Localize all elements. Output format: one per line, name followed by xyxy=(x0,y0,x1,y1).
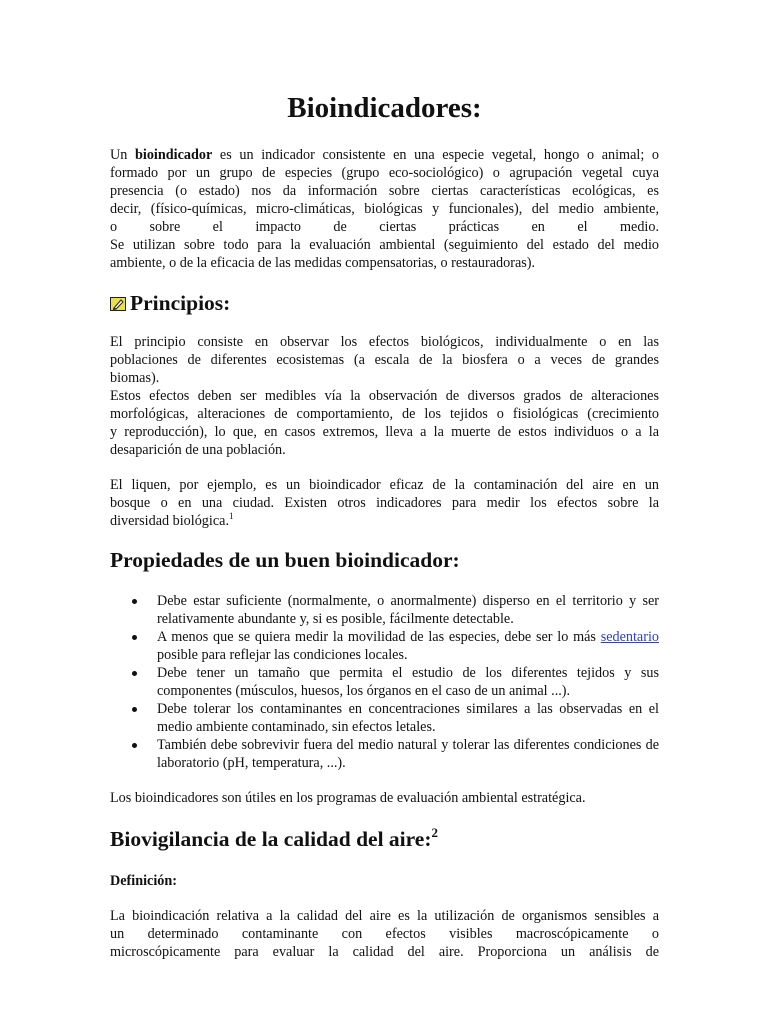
principios-p2-line-3: y reproducción), lo que, en casos extremos, lleva a la muerte de estos individuos o a la xyxy=(110,424,659,440)
intro-line-7: ambiente, o de la eficacia de las medidas compensatorias, o restauradoras). xyxy=(110,255,536,271)
intro-line-6: Se utilizan sobre todo para la evaluación ambiental (seguimiento del estado del medio xyxy=(110,237,659,253)
bullet-dot xyxy=(132,635,137,640)
bullet-dot xyxy=(132,707,137,712)
definicion-subheading: Definición: xyxy=(110,873,177,889)
list-item-text-before: A menos que se quiera medir la movilidad de las especies, debe ser lo más xyxy=(157,629,601,645)
footnote-ref-1[interactable]: 1 xyxy=(229,511,234,521)
bullet-dot xyxy=(132,743,137,748)
intro-prefix: Un xyxy=(110,147,135,163)
propiedades-closing: Los bioindicadores son útiles en los programas de evaluación ambiental estratégica. xyxy=(110,790,586,806)
list-item xyxy=(110,700,659,736)
footnote-ref-2[interactable]: 2 xyxy=(431,825,439,840)
principios-heading xyxy=(110,289,230,317)
list-item-text: También debe sobrevivir fuera del medio natural y tolerar las diferentes condiciones de laboratorio (pH, temperatura, ...). xyxy=(157,737,659,771)
list-item-text: Debe estar suficiente (normalmente, o anormalmente) disperso en el territorio y ser relativamente abundante y, si es posible, fácilmente detectable. xyxy=(157,593,659,627)
principios-paragraph-3 xyxy=(110,476,659,530)
definicion-paragraph xyxy=(110,907,659,961)
bioindicador-term: bioindicador xyxy=(135,147,213,163)
list-item xyxy=(110,628,659,664)
propiedades-list xyxy=(110,592,659,772)
list-item xyxy=(110,664,659,700)
bullet-dot xyxy=(132,599,137,604)
biovigilancia-heading-text: Biovigilancia de la calidad del aire: xyxy=(110,827,432,851)
bullet-dot xyxy=(132,671,137,676)
principios-p2-line-1: Estos efectos deben ser medibles vía la observación de diversos grados de alteraciones xyxy=(110,388,659,404)
principios-paragraph-1 xyxy=(110,333,659,459)
definicion-line-2: un determinado contaminante con efectos visibles macroscópicamente o xyxy=(110,926,659,942)
intro-line-2: formado por un grupo de especies (grupo eco-sociológico) o agrupación vegetal cuya xyxy=(110,165,659,181)
list-item xyxy=(110,592,659,628)
biovigilancia-heading xyxy=(110,825,438,853)
principios-p3-line-3-text: diversidad biológica. xyxy=(110,513,229,529)
list-item-text: Debe tener un tamaño que permita el estudio de los diferentes tejidos y sus componentes (músculos, huesos, los órganos en el caso de un animal ...). xyxy=(157,665,659,699)
definicion-line-1: La bioindicación relativa a la calidad del aire es la utilización de organismos sensibles a xyxy=(110,908,659,924)
definicion-line-3: microscópicamente para evaluar la calidad del aire. Proporciona un análisis de xyxy=(110,944,659,960)
propiedades-heading: Propiedades de un buen bioindicador: xyxy=(110,548,460,572)
intro-line-4: decir, (físico-químicas, micro-climáticas, biológicas y funcionales), del medio ambiente, xyxy=(110,201,659,217)
principios-p2-line-4: desaparición de una población. xyxy=(110,442,286,458)
principios-p2-line-2: morfológicas, alteraciones de comportamiento, de los tejidos o fisiológicas (crecimiento xyxy=(110,406,659,422)
intro-paragraph xyxy=(110,146,659,272)
principios-p1-line-2: poblaciones de diferentes ecosistemas (a escala de la biosfera o a veces de grandes xyxy=(110,352,659,368)
list-item-text: Debe tolerar los contaminantes en concentraciones similares a las observadas en el medio ambiente contaminado, sin efectos letales. xyxy=(157,701,659,735)
principios-p1-line-1: El principio consiste en observar los efectos biológicos, individualmente o en las xyxy=(110,334,659,350)
intro-line-1-rest: es un indicador consistente en una especie vegetal, hongo o animal; o xyxy=(212,147,659,163)
list-item xyxy=(110,736,659,772)
principios-heading-text: Principios: xyxy=(130,291,231,315)
sedentario-link[interactable]: sedentario xyxy=(600,629,659,645)
principios-p3-line-3 xyxy=(110,512,659,530)
page-title: Bioindicadores: xyxy=(287,92,482,124)
principios-p3-line-2: bosque o en una ciudad. Existen otros indicadores para medir los efectos sobre la xyxy=(110,495,659,511)
list-item-text-after: posible para reflejar las condiciones locales. xyxy=(157,647,408,663)
principios-p1-line-3: biomas). xyxy=(110,370,160,386)
intro-line-5: o sobre el impacto de ciertas prácticas en el medio. xyxy=(110,219,659,235)
intro-line-1 xyxy=(110,146,659,164)
pencil-note-icon xyxy=(110,297,126,311)
intro-line-3: presencia (o estado) nos da información sobre ciertas características ecológicas, es xyxy=(110,183,659,199)
principios-p3-line-1: El liquen, por ejemplo, es un bioindicador eficaz de la contaminación del aire en un xyxy=(110,477,659,493)
